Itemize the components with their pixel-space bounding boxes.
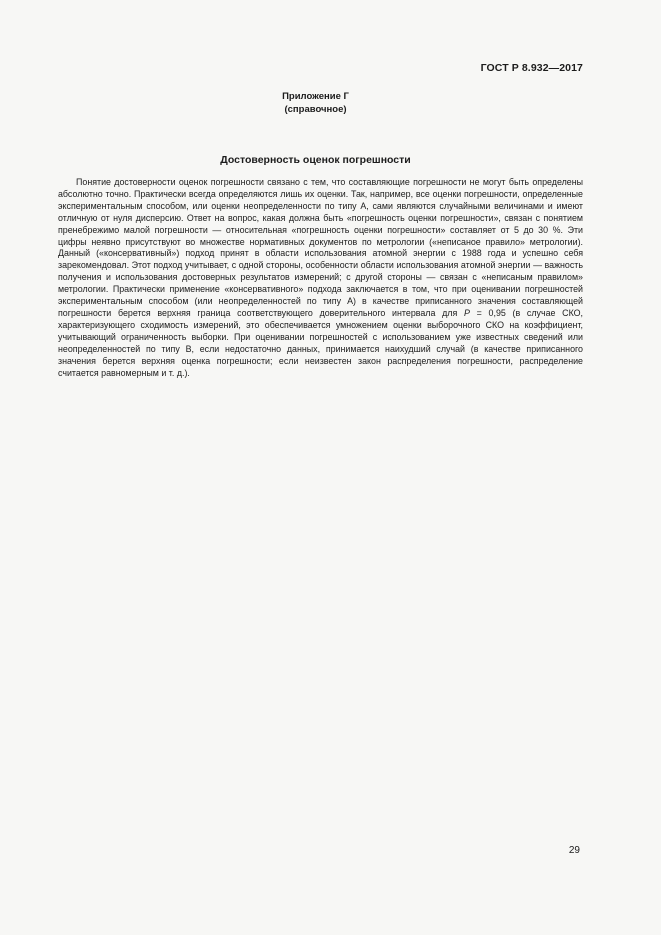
body-text (58, 177, 583, 379)
document-code: ГОСТ Р 8.932—2017 (480, 62, 583, 74)
appendix-heading (0, 90, 631, 116)
probability-symbol: P (464, 307, 470, 318)
appendix-subtitle: (справочное) (284, 104, 347, 115)
section-title: Достоверность оценок погрешности (220, 154, 411, 166)
paragraph (58, 177, 583, 379)
paragraph-text: Понятие достоверности оценок погрешности связано с тем, что составляющие погрешности не могут быть определены абсолютно точно. Практически всегда определяются лишь их оценки. Так, например, все оценки погрешности, определенные экспериментальным способом, или оценки неопределенности по типу А, сами являются случайными величинами и имеют отличную от нуля дисперсию. Ответ на вопрос, какая должна быть «погрешность оценки погрешности», связан с понятием пренебрежимо малой погрешности — относительная «погрешность оценки погрешности» составляет от 5 до 30 %. Эти цифры неявно присутствуют во множестве нормативных документов по метрологии («неписаное правило» метрологии). Данный («консервативный») подход принят в области использования атомной энергии с 1988 года и успешно себя зарекомендовал. Этот подход учитывает, с одной стороны, особенности области использования атомной энергии — важность получения и использования достоверных результатов измерений; с другой стороны — связан с «неписаным правилом» метрологии. Практически применение «консервативного» подхода заключается в том, что при оценивании погрешностей экспериментальным способом (или неопределенностей по типу А) в качестве приписанного значения составляющей погрешности берется верхняя граница соответствующего доверительного интервала для (58, 177, 583, 318)
page-number: 29 (568, 845, 580, 856)
paragraph-tail: = 0,95 (в случае СКО, характеризующего сходимость измерений, это обеспечивается умножением оценки выборочного СКО на коэффициент, учитывающий ограниченность выборки. При оценивании погрешностей с использованием уже известных сведений или неопределенностей по типу В, если недостаточно данных, принимается наихудший случай (в качестве приписанного значения берется верхняя оценка погрешности; если неизвестен закон распределения погрешности, распределение считается равномерным и т. д.). (58, 307, 584, 378)
appendix-title: Приложение Г (282, 91, 349, 102)
